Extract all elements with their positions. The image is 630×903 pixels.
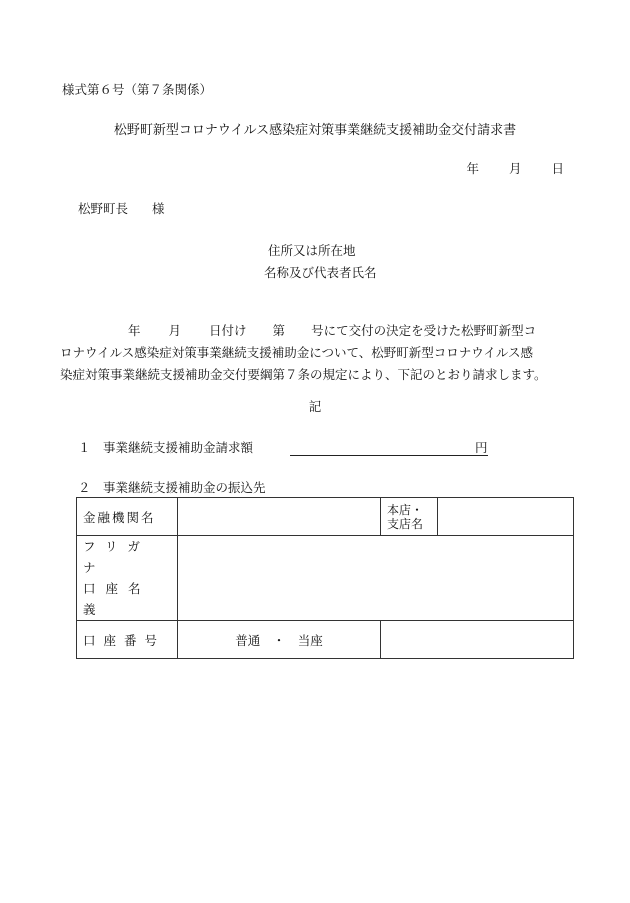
account-type-selector[interactable]: 普通 ・ 当座 xyxy=(178,621,381,659)
date-day: 日 xyxy=(551,161,564,176)
form-number: 様式第６号（第７条関係） xyxy=(62,82,213,97)
date-month: 月 xyxy=(508,161,522,176)
branch-name-field[interactable] xyxy=(438,498,574,536)
addressee-honorific: 様 xyxy=(152,201,165,216)
request-amount-field[interactable] xyxy=(290,455,488,456)
bank-name-label: 金融機関名 xyxy=(77,498,178,536)
document-title: 松野町新型コロナウイルス感染症対策事業継続支援補助金交付請求書 xyxy=(113,123,517,138)
address-label: 住所又は所在地 xyxy=(268,243,356,258)
body-line-2: ロナウイルス感染症対策事業継続支援補助金について、松野町新型コロナウイルス感 xyxy=(60,345,534,360)
branch-label: 本店・ 支店名 xyxy=(381,498,438,536)
addressee xyxy=(78,203,165,216)
date-year: 年 xyxy=(466,161,479,176)
ki-heading: 記 xyxy=(308,399,322,414)
applicant-block xyxy=(264,240,377,284)
account-holder-field[interactable] xyxy=(178,536,574,621)
account-number-row xyxy=(77,621,574,659)
bank-row xyxy=(77,498,574,536)
item-2-transfer-destination-label: ２ 事業継続支援補助金の振込先 xyxy=(78,480,266,495)
item-1-request-amount-label: １ 事業継続支援補助金請求額 xyxy=(78,440,254,455)
bank-account-table xyxy=(76,497,574,659)
addressee-name: 松野町長 xyxy=(78,201,129,216)
account-number-field[interactable] xyxy=(381,621,574,659)
account-number-label: 口座番号 xyxy=(77,621,178,659)
body-line-3: 染症対策事業継続支援補助金交付要綱第７条の規定により、下記のとおり請求します。 xyxy=(60,367,547,382)
account-holder-label xyxy=(77,536,178,621)
request-body xyxy=(60,320,580,386)
account-holder-row xyxy=(77,536,574,621)
account-name-label: 口座名義 xyxy=(83,581,151,617)
date-line xyxy=(466,163,564,176)
furigana-label: フリガナ xyxy=(83,539,150,575)
body-line-1: 年 月 日付け 第 号にて交付の決定を受けた松野町新型コ xyxy=(128,323,537,338)
yen-unit: 円 xyxy=(475,440,488,455)
bank-name-field[interactable] xyxy=(178,498,381,536)
representative-name-label: 名称及び代表者氏名 xyxy=(264,265,377,280)
